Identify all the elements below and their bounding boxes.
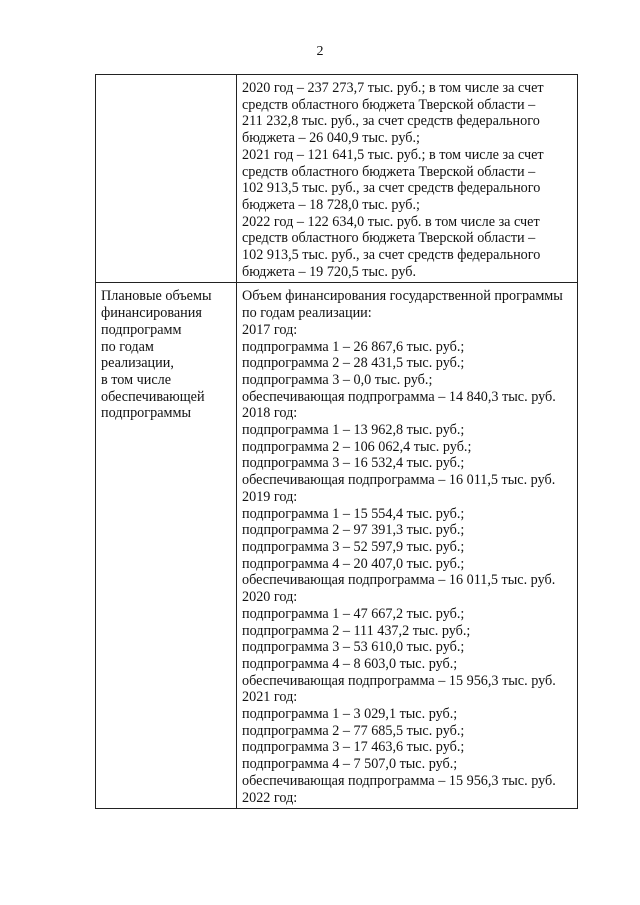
text-line: по годам <box>101 338 154 355</box>
text-line: бюджета – 19 720,5 тыс. руб. <box>242 263 416 280</box>
page-number: 2 <box>316 44 324 59</box>
text-line: в том числе <box>101 371 172 388</box>
text-line: подпрограмма 1 – 13 962,8 тыс. руб.; <box>242 422 465 439</box>
table-row-subprogram-funding <box>96 283 578 809</box>
text-line: подпрограмма 3 – 53 610,0 тыс. руб.; <box>242 639 465 656</box>
text-line: средств областного бюджета Тверской области – <box>242 163 536 180</box>
text-line: бюджета – 18 728,0 тыс. руб.; <box>242 196 420 213</box>
text-line: подпрограмма 3 – 52 597,9 тыс. руб.; <box>242 538 465 555</box>
text-line: подпрограмма 1 – 26 867,6 тыс. руб.; <box>242 338 465 355</box>
text-line: бюджета – 26 040,9 тыс. руб.; <box>242 130 420 147</box>
text-line: 102 913,5 тыс. руб., за счет средств федерального <box>242 247 541 264</box>
text-line: подпрограмма 1 – 47 667,2 тыс. руб.; <box>242 605 465 622</box>
text-line: подпрограмма 2 – 111 437,2 тыс. руб.; <box>242 622 471 639</box>
text-line: обеспечивающей <box>101 388 205 405</box>
text-line: обеспечивающая подпрограмма – 16 011,5 тыс. руб. <box>242 472 556 489</box>
text-line: 2022 год – 122 634,0 тыс. руб. в том числе за счет <box>242 213 540 230</box>
text-line: обеспечивающая подпрограмма – 15 956,3 тыс. руб. <box>242 772 556 789</box>
text-line: 2019 год: <box>242 488 298 505</box>
text-line: обеспечивающая подпрограмма – 15 956,3 тыс. руб. <box>242 672 556 689</box>
text-line: 211 232,8 тыс. руб., за счет средств федерального <box>242 113 540 130</box>
row1-value-cell <box>237 75 578 283</box>
text-line: средств областного бюджета Тверской области – <box>242 230 536 247</box>
text-line: 2022 год: <box>242 789 298 806</box>
text-line: 2021 год – 121 641,5 тыс. руб.; в том числе за счет <box>242 146 544 163</box>
row2-value-cell <box>237 283 578 809</box>
text-line: обеспечивающая подпрограмма – 14 840,3 тыс. руб. <box>242 388 556 405</box>
text-line: 2017 год: <box>242 321 298 338</box>
text-line: подпрограмма 1 – 15 554,4 тыс. руб.; <box>242 505 465 522</box>
text-line: Плановые объемы <box>101 288 212 305</box>
text-line: подпрограмма 2 – 28 431,5 тыс. руб.; <box>242 355 465 372</box>
text-line: 2021 год: <box>242 689 298 706</box>
text-line: подпрограммы <box>101 405 191 422</box>
text-line: подпрограмм <box>101 321 182 338</box>
text-line: 2020 год – 237 273,7 тыс. руб.; в том числе за счет <box>242 80 544 96</box>
text-line: подпрограмма 1 – 3 029,1 тыс. руб.; <box>242 706 458 723</box>
text-line: обеспечивающая подпрограмма – 16 011,5 тыс. руб. <box>242 572 556 589</box>
text-line: по годам реализации: <box>242 305 372 322</box>
text-line: финансирования <box>101 305 202 322</box>
text-line: подпрограмма 2 – 77 685,5 тыс. руб.; <box>242 722 465 739</box>
text-line: подпрограмма 2 – 97 391,3 тыс. руб.; <box>242 522 465 539</box>
text-line: средств областного бюджета Тверской области – <box>242 96 536 113</box>
text-line: реализации, <box>101 355 174 372</box>
text-line: подпрограмма 4 – 7 507,0 тыс. руб.; <box>242 756 458 773</box>
text-line: подпрограмма 3 – 17 463,6 тыс. руб.; <box>242 739 465 756</box>
text-line: 102 913,5 тыс. руб., за счет средств федерального <box>242 180 541 197</box>
passport-table <box>95 74 578 809</box>
text-line: подпрограмма 4 – 8 603,0 тыс. руб.; <box>242 655 458 672</box>
text-line: подпрограмма 2 – 106 062,4 тыс. руб.; <box>242 438 472 455</box>
text-line: 2020 год: <box>242 589 298 606</box>
text-line: 2018 год: <box>242 405 298 422</box>
row1-label-cell <box>96 75 237 283</box>
text-line: подпрограмма 4 – 20 407,0 тыс. руб.; <box>242 555 465 572</box>
row2-label-cell <box>96 283 237 809</box>
text-line: подпрограмма 3 – 16 532,4 тыс. руб.; <box>242 455 465 472</box>
table-row-funding-by-year <box>96 75 578 283</box>
text-line: Объем финансирования государственной программы <box>242 288 563 305</box>
text-line: подпрограмма 3 – 0,0 тыс. руб.; <box>242 371 433 388</box>
